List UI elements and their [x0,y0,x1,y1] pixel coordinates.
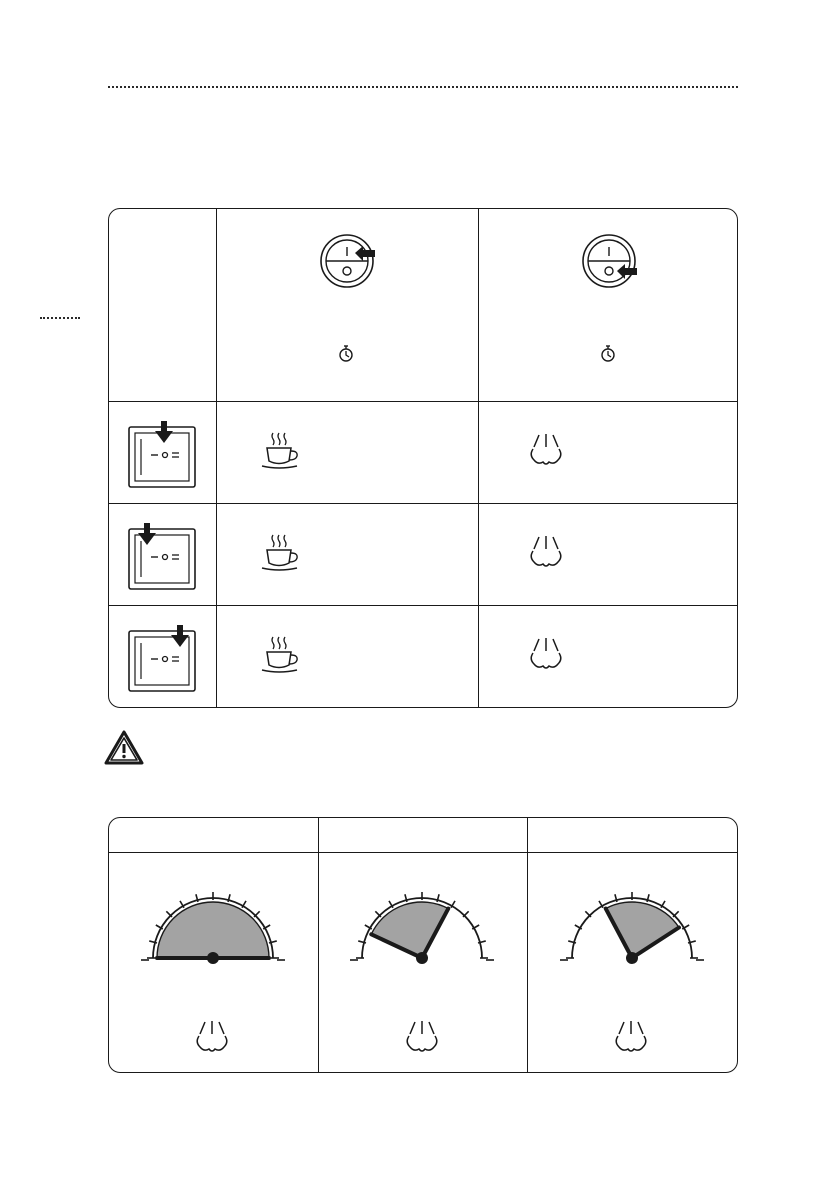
table-divider-horizontal [109,605,737,606]
rocker-switch-icon [127,521,199,593]
table-divider-vertical [318,818,319,1072]
table-divider-vertical [216,209,217,707]
pressure-gauge-table [108,817,738,1073]
steam-icon [612,1018,650,1056]
coffee-cup-icon [261,431,303,471]
table-divider-vertical [478,209,479,707]
steam-icon [527,635,565,673]
top-dotted-rule [108,86,738,88]
steam-icon [403,1018,441,1056]
margin-dotted-marker [40,317,80,319]
pressure-gauge-icon [562,878,702,978]
arrow-icon [155,421,173,443]
pressure-gauge-icon [352,878,492,978]
coffee-cup-icon [261,533,303,573]
settings-table [108,208,738,708]
table-divider-vertical [527,818,528,1072]
arrow-icon [355,246,375,261]
steam-icon [527,533,565,571]
table-divider-horizontal [109,503,737,504]
steam-icon [193,1018,231,1056]
table-divider-horizontal [109,852,737,853]
pressure-gauge-icon [143,878,283,978]
table-divider-horizontal [109,401,737,402]
gauge-hub [207,952,219,964]
steam-icon [527,431,565,469]
gauge-hub [416,952,428,964]
coffee-cup-icon [261,635,303,675]
temperature-knob-icon [581,231,645,295]
timer-icon [600,345,616,363]
arrow-icon [171,625,189,647]
warning-triangle-icon [104,730,144,766]
gauge-pressure-sector [157,902,269,958]
rocker-switch-icon [127,623,199,695]
timer-icon [338,345,354,363]
rocker-switch-icon [127,419,199,491]
gauge-hub [626,952,638,964]
temperature-knob-icon [319,231,383,295]
